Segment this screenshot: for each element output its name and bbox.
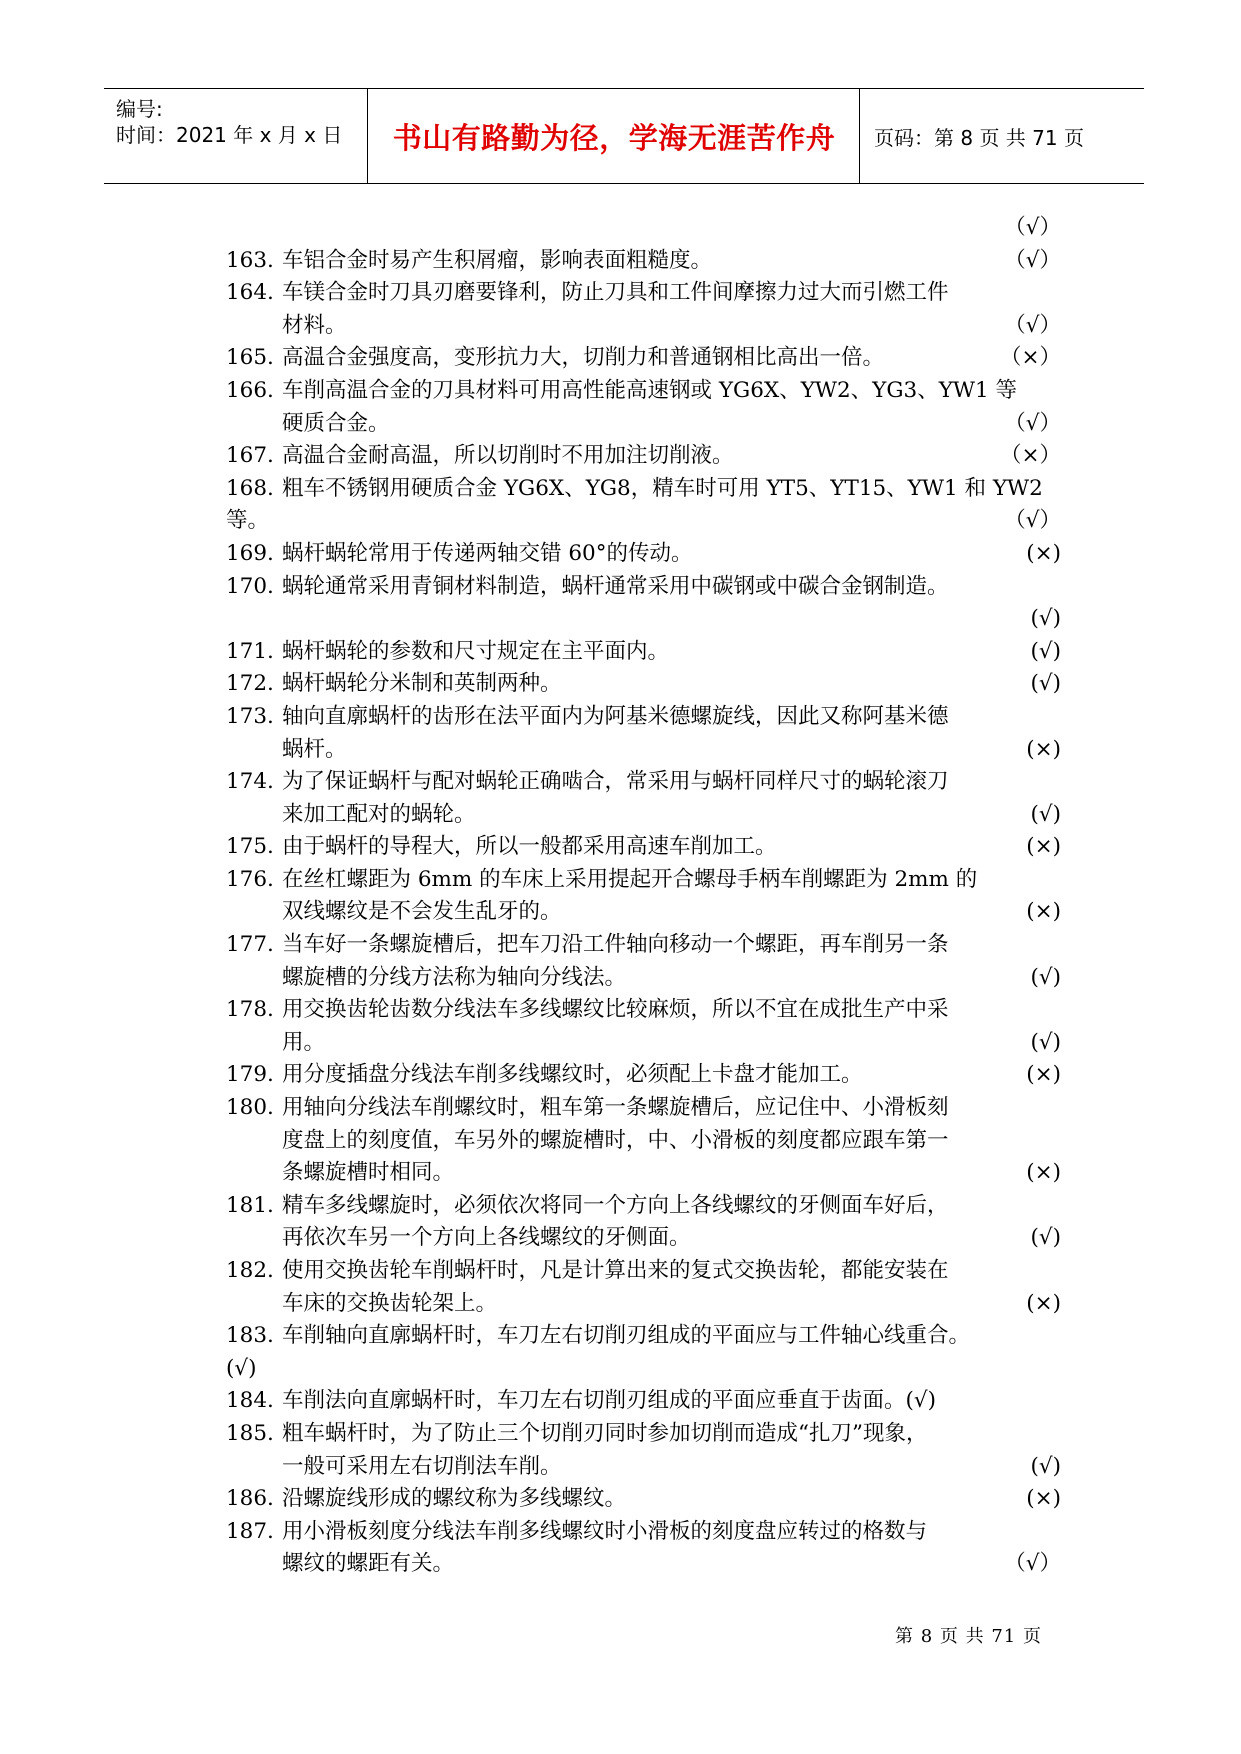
question-text: 蜗轮通常采用青铜材料制造，蜗杆通常采用中碳钢或中碳合金钢制造。 xyxy=(282,573,949,599)
question-text: 用分度插盘分线法车削多线螺纹时，必须配上卡盘才能加工。 xyxy=(282,1062,863,1088)
question-number: 173. xyxy=(226,703,274,729)
question-line xyxy=(226,1222,1061,1255)
question-line xyxy=(226,212,1061,245)
answer-mark: (×) xyxy=(1026,1062,1061,1088)
question-number: 175. xyxy=(226,834,274,860)
answer-mark: （√） xyxy=(1004,247,1061,273)
question-text: 蜗杆蜗轮的参数和尺寸规定在主平面内。 xyxy=(282,638,670,664)
question-line xyxy=(226,1125,1061,1158)
question-line xyxy=(226,1190,1061,1223)
question-number: 171. xyxy=(226,638,274,664)
question-number: 186. xyxy=(226,1486,274,1512)
header-meta xyxy=(104,89,367,183)
question-line xyxy=(226,1353,1061,1386)
question-text: 用交换齿轮齿数分线法车多线螺纹比较麻烦，所以不宜在成批生产中采 xyxy=(282,997,949,1023)
answer-mark: (√) xyxy=(1030,964,1061,990)
answer-mark: （√） xyxy=(1004,508,1061,534)
question-text: 由于蜗杆的导程大，所以一般都采用高速车削加工。 xyxy=(282,834,777,860)
question-line xyxy=(226,571,1061,604)
question-number: 185. xyxy=(226,1420,274,1446)
question-line xyxy=(226,310,1061,343)
question-line xyxy=(226,994,1061,1027)
answer-mark: (√) xyxy=(1030,1029,1061,1055)
question-line xyxy=(226,701,1061,734)
question-line xyxy=(226,505,1061,538)
answer-mark: (×) xyxy=(1026,1290,1061,1316)
question-text: 沿螺旋线形成的螺纹称为多线螺纹。 xyxy=(282,1486,627,1512)
question-text: 轴向直廓蜗杆的齿形在法平面内为阿基米德螺旋线，因此又称阿基米德 xyxy=(282,703,949,729)
answer-mark: (√) xyxy=(1030,606,1061,632)
question-text: 车削轴向直廓蜗杆时，车刀左右切削刃组成的平面应与工件轴心线重合。 xyxy=(282,1323,971,1349)
question-line xyxy=(226,1092,1061,1125)
header-divider xyxy=(367,89,368,183)
answer-mark: (×) xyxy=(1026,736,1061,762)
question-line xyxy=(226,1483,1061,1516)
header-divider xyxy=(859,89,860,183)
question-number: 179. xyxy=(226,1062,274,1088)
document-number-label: 编号: xyxy=(116,97,163,121)
question-text: 当车好一条螺旋槽后，把车刀沿工件轴向移动一个螺距，再车削另一条 xyxy=(282,932,949,958)
answer-mark: (√) xyxy=(1030,1453,1061,1479)
question-number: 165. xyxy=(226,345,274,371)
question-number: 181. xyxy=(226,1192,274,1218)
answer-mark: (×) xyxy=(1026,540,1061,566)
question-line xyxy=(226,1157,1061,1190)
question-text: 车削高温合金的刀具材料可用高性能高速钢或 YG6X、YW2、YG3、YW1 等 xyxy=(282,377,1018,403)
question-number: 182. xyxy=(226,1258,274,1283)
answer-mark: （×） xyxy=(999,345,1061,371)
question-line xyxy=(226,1255,1061,1288)
question-text: 粗车不锈钢用硬质合金 YG6X、YG8，精车时可用 YT5、YT15、YW1 和 YW2 xyxy=(282,475,1043,501)
question-line xyxy=(226,1385,1061,1418)
question-text: 度盘上的刻度值，车另外的螺旋槽时，中、小滑板的刻度都应跟车第一 xyxy=(282,1127,949,1153)
question-text: 车床的交换齿轮架上。 xyxy=(282,1290,498,1316)
answer-mark: （√） xyxy=(1004,1551,1061,1577)
question-text: 高温合金耐高温，所以切削时不用加注切削液。 xyxy=(282,443,734,469)
page-footer: 第 8 页 共 71 页 xyxy=(895,1626,1042,1647)
question-text: 硬质合金。 xyxy=(282,410,390,436)
question-text: 来加工配对的蜗轮。 xyxy=(282,801,476,827)
question-text: 一般可采用左右切削法车削。 xyxy=(282,1453,562,1479)
question-text: 螺旋槽的分线方法称为轴向分线法。 xyxy=(282,964,627,990)
answer-mark: (×) xyxy=(1026,1486,1061,1512)
question-line xyxy=(226,408,1061,441)
question-line xyxy=(226,1516,1061,1549)
question-text: 材料。 xyxy=(282,312,347,338)
question-text: 蜗杆蜗轮常用于传递两轴交错 60°的传动。 xyxy=(282,540,693,566)
answer-mark: （√） xyxy=(1004,215,1061,240)
question-list xyxy=(226,212,1061,1581)
question-line xyxy=(226,603,1061,636)
question-text: 再依次车另一个方向上各线螺纹的牙侧面。 xyxy=(282,1225,691,1251)
question-number: 180. xyxy=(226,1095,274,1121)
question-text: 用。 xyxy=(282,1029,326,1055)
answer-mark: （√） xyxy=(1004,410,1061,436)
question-line xyxy=(226,799,1061,832)
question-text: 粗车蜗杆时，为了防止三个切削刃同时参加切削而造成“扎刀”现象， xyxy=(282,1420,928,1446)
question-text: 车镁合金时刀具刃磨要锋利，防止刀具和工件间摩擦力过大而引燃工件 xyxy=(282,280,949,306)
question-text: 为了保证蜗杆与配对蜗轮正确啮合，常采用与蜗杆同样尺寸的蜗轮滚刀 xyxy=(282,769,949,795)
question-text: 使用交换齿轮车削蜗杆时，凡是计算出来的复式交换齿轮，都能安装在 xyxy=(282,1258,949,1283)
question-number: 168. xyxy=(226,475,274,501)
question-line xyxy=(226,1288,1061,1321)
question-line xyxy=(226,766,1061,799)
question-text: 车铝合金时易产生积屑瘤，影响表面粗糙度。 xyxy=(282,247,713,273)
answer-mark: （√） xyxy=(1004,312,1061,338)
question-number: 174. xyxy=(226,769,274,795)
question-text: 用小滑板刻度分线法车削多线螺纹时小滑板的刻度盘应转过的格数与 xyxy=(282,1518,928,1544)
question-text: 蜗杆蜗轮分米制和英制两种。 xyxy=(282,671,562,697)
question-number: 178. xyxy=(226,997,274,1023)
question-number: 166. xyxy=(226,377,274,403)
question-line xyxy=(226,831,1061,864)
question-text: 在丝杠螺距为 6mm 的车床上采用提起开合螺母手柄车削螺距为 2mm 的 xyxy=(282,866,978,892)
answer-mark: (√) xyxy=(1030,671,1061,697)
question-line xyxy=(226,734,1061,767)
question-number: 183. xyxy=(226,1323,274,1349)
question-number: 184. xyxy=(226,1388,274,1414)
question-line xyxy=(226,864,1061,897)
header-page-code: 页码：第 8 页 共 71 页 xyxy=(874,125,1084,150)
question-number: 170. xyxy=(226,573,274,599)
question-line xyxy=(226,440,1061,473)
page-header xyxy=(104,88,1144,184)
answer-mark: (√) xyxy=(1030,1225,1061,1251)
question-number: 176. xyxy=(226,866,274,892)
answer-mark: (√) xyxy=(1030,801,1061,827)
question-text: 蜗杆。 xyxy=(282,736,347,762)
question-line xyxy=(226,342,1061,375)
question-line xyxy=(226,245,1061,278)
question-line xyxy=(226,668,1061,701)
answer-mark: (×) xyxy=(1026,834,1061,860)
question-line xyxy=(226,1418,1061,1451)
question-line xyxy=(226,1548,1061,1581)
question-line xyxy=(226,375,1061,408)
date-label: 时间：2021 年 x 月 x 日 xyxy=(116,123,343,147)
question-line xyxy=(226,962,1061,995)
question-text: 用轴向分线法车削螺纹时，粗车第一条螺旋槽后，应记住中、小滑板刻 xyxy=(282,1095,949,1121)
question-number: 169. xyxy=(226,540,274,566)
question-number: 167. xyxy=(226,443,274,469)
header-motto: 书山有路勤为径，学海无涯苦作舟 xyxy=(392,120,836,155)
question-line xyxy=(226,929,1061,962)
question-number: 177. xyxy=(226,932,274,958)
question-line xyxy=(226,896,1061,929)
question-number: 163. xyxy=(226,247,274,273)
question-text: (√) xyxy=(226,1355,257,1381)
question-line xyxy=(226,1059,1061,1092)
question-text: 双线螺纹是不会发生乱牙的。 xyxy=(282,899,562,925)
question-line xyxy=(226,1027,1061,1060)
question-number: 172. xyxy=(226,671,274,697)
question-number: 187. xyxy=(226,1518,274,1544)
question-number: 164. xyxy=(226,280,274,306)
question-line xyxy=(226,277,1061,310)
question-line xyxy=(226,1320,1061,1353)
question-line xyxy=(226,636,1061,669)
question-text: 精车多线螺旋时，必须依次将同一个方向上各线螺纹的牙侧面车好后， xyxy=(282,1192,949,1218)
question-line xyxy=(226,1451,1061,1484)
question-text: 等。 xyxy=(226,508,270,534)
question-text: 螺纹的螺距有关。 xyxy=(282,1551,455,1577)
question-line xyxy=(226,473,1061,506)
question-line xyxy=(226,538,1061,571)
question-text: 车削法向直廓蜗杆时，车刀左右切削刃组成的平面应垂直于齿面。(√) xyxy=(282,1388,936,1414)
answer-mark: （×） xyxy=(999,443,1061,469)
answer-mark: (×) xyxy=(1026,899,1061,925)
question-text: 条螺旋槽时相同。 xyxy=(282,1160,455,1186)
question-text: 高温合金强度高，变形抗力大，切削力和普通钢相比高出一倍。 xyxy=(282,345,885,371)
answer-mark: (×) xyxy=(1026,1160,1061,1186)
answer-mark: (√) xyxy=(1030,638,1061,664)
